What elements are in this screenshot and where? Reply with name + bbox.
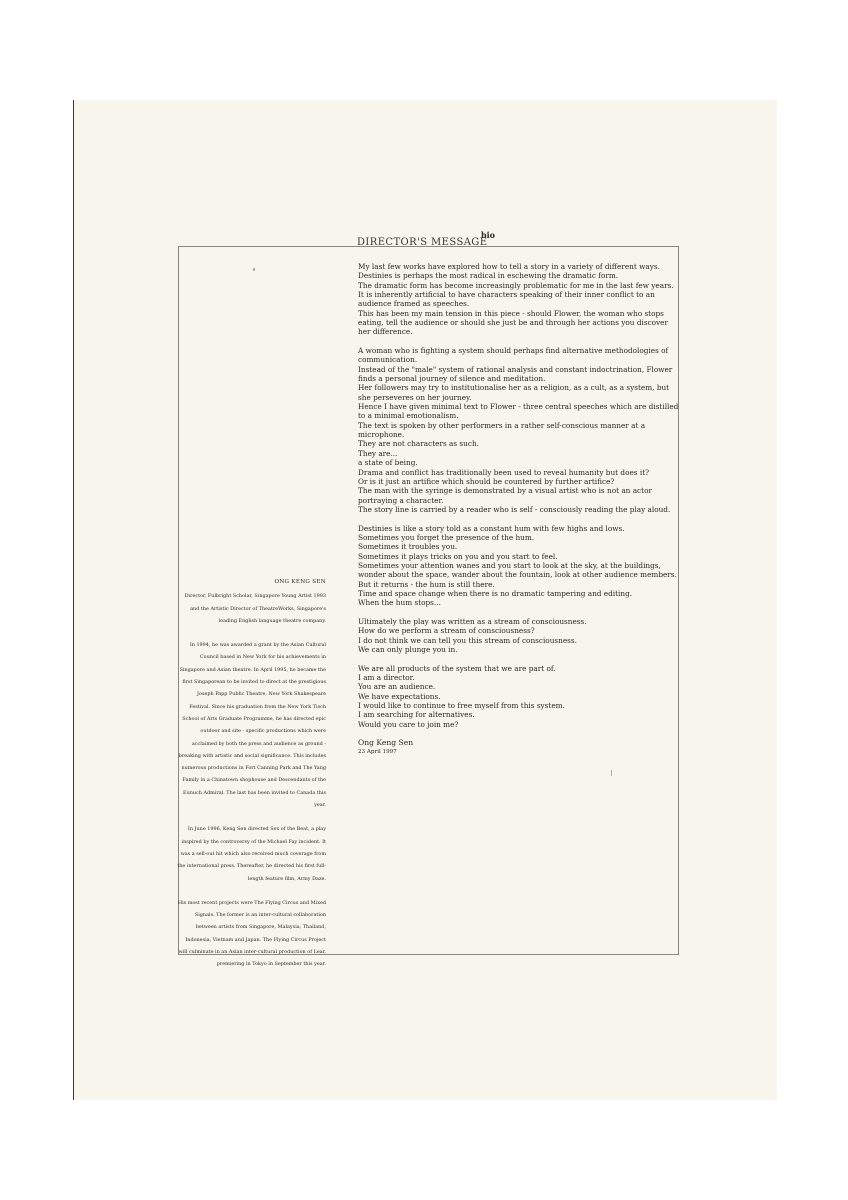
message-line: But it returns - the hum is still there. — [358, 579, 495, 589]
message-line: You are an audience. — [358, 682, 436, 692]
bio-paragraph: In June 1996, Keng Sen directed Sex of the Beat, a play inspired by the controversy of the Michael Fay incident. It was a sell-out hit which also received much coverage from the international press. Thereafter, he directed his first full-length feature film, Army Daze. — [177, 826, 326, 882]
message-line: Drama and conflict has traditionally been used to reveal humanity but does it? — [358, 467, 650, 477]
director-bio — [176, 576, 326, 983]
message-line: Sometimes it plays tricks on you and you start to feel. — [358, 551, 558, 561]
message-line: They are... — [358, 448, 398, 458]
message-line: Time and space change when there is no dramatic tampering and editing. — [358, 588, 633, 598]
message-paragraph — [358, 664, 682, 729]
message-line: Destinies is like a story told as a constant hum with few highs and lows. — [358, 523, 625, 533]
message-line: The dramatic form has become increasingly problematic for me in the last few years. — [358, 280, 674, 290]
message-line: Or is it just an artifice which should be countered by further artifice? — [358, 476, 615, 486]
message-line: a state of being. — [358, 458, 418, 468]
directors-message — [358, 262, 682, 757]
message-line: Instead of the "male" system of rational analysis and constant indoctrination, Flower finds a personal journey of silence and meditation. — [358, 364, 673, 384]
bio-paragraph: His most recent projects were The Flying Circus and Mixed Signals. The former is an inter-cultural collaboration between artists from Singapore, Malaysia, Thailand, Indonesia, Vietnam and Japan. The Flying Circus Project will culminate in an Asian inter-cultural production of Lear, premiering in Tokyo in September this year. — [177, 899, 326, 968]
signature: Ong Keng Sen — [358, 738, 414, 748]
message-line: How do we perform a stream of consciousness? — [358, 626, 535, 636]
message-date: 23 April 1997 — [358, 748, 397, 755]
message-line: The story line is carried by a reader who is self - consciously reading the play aloud. — [358, 504, 671, 514]
message-line: I am a director. — [358, 672, 415, 682]
message-line: Would you care to join me? — [358, 719, 459, 729]
message-line: Sometimes it troubles you. — [358, 542, 458, 552]
message-line: This has been my main tension in this piece - should Flower, the woman who stops eating, tell the audience or should she just be and through her actions you discover her difference. — [358, 308, 668, 337]
message-line: Her followers may try to institutionalise her as a religion, as a cult, as a system, but she perseveres on her journey. — [358, 383, 670, 402]
message-line: Sometimes your attention wanes and you start to look at the sky, at the buildings, wonder about the space, wander about the fountain, look at other audience members. — [358, 560, 677, 580]
scan-speck — [611, 770, 612, 776]
message-line: We are all products of the system that we are part of. — [358, 663, 556, 673]
page-heading: DIRECTOR'S MESSAGE — [357, 237, 488, 248]
message-line: Ultimately the play was written as a stream of consciousness. — [358, 616, 587, 626]
bio-name: ONG KENG SEN — [274, 579, 326, 585]
message-line: They are not characters as such. — [358, 439, 479, 449]
message-line: The man with the syringe is demonstrated by a visual artist who is not an actor portraying a character. — [358, 486, 652, 505]
message-line: When the hum stops... — [358, 598, 441, 608]
message-line: I am searching for alternatives. — [358, 710, 475, 720]
message-line: My last few works have explored how to tell a story in a variety of different ways. — [358, 262, 660, 271]
message-paragraph — [358, 346, 682, 514]
message-line: It is inherently artificial to have characters speaking of their inner conflict to an audience framed as speeches. — [358, 290, 655, 309]
message-line: Destinies is perhaps the most radical in eschewing the dramatic form. — [358, 271, 619, 281]
message-line: The text is spoken by other performers in a rather self-conscious manner at a microphone. — [358, 420, 646, 440]
message-paragraph — [358, 262, 682, 337]
message-line: We can only plunge you in. — [358, 644, 458, 654]
message-line: Hence I have given minimal text to Flower - three central speeches which are distilled to a minimal emotionalism. — [358, 402, 679, 421]
scan-speck — [253, 268, 255, 271]
message-paragraph — [358, 524, 682, 608]
message-line: A woman who is fighting a system should perhaps find alternative methodologies of communication. — [358, 346, 669, 365]
message-line: We have expectations. — [358, 691, 441, 701]
heading-superscript: bio — [481, 230, 495, 240]
message-paragraph — [358, 617, 682, 654]
bio-paragraph: Director, Fulbright Scholar, Singapore Young Artist 1993 and the Artistic Director of TheatreWorks, Singapore's leading English language theatre company. — [184, 593, 326, 624]
message-line: Sometimes you forget the presence of the hum. — [358, 532, 535, 542]
message-line: I do not think we can tell you this stream of consciousness. — [358, 635, 577, 645]
bio-paragraph: In 1994, he was awarded a grant by the Asian Cultural Council based in New York for his achievements in Singapore and Asian theatre. In April 1995, he became the first Singaporean to be invited to direct at the prestigious Joseph Papp Public Theatre, New York Shakespeare Festival. Since his graduation from the New York Tisch School of Arts Graduate Programme, he has directed epic outdoor and site - specific productions which were acclaimed by both the press and audience as ground - breaking with artistic and social significance. This includes numerous productions in Fort Canning Park and The Yang Family in a Chinatown shophouse and Descendants of the Eunuch Admiral. The last has been invited to Canada this year. — [178, 642, 326, 809]
message-line: I would like to continue to free myself from this system. — [358, 700, 565, 710]
